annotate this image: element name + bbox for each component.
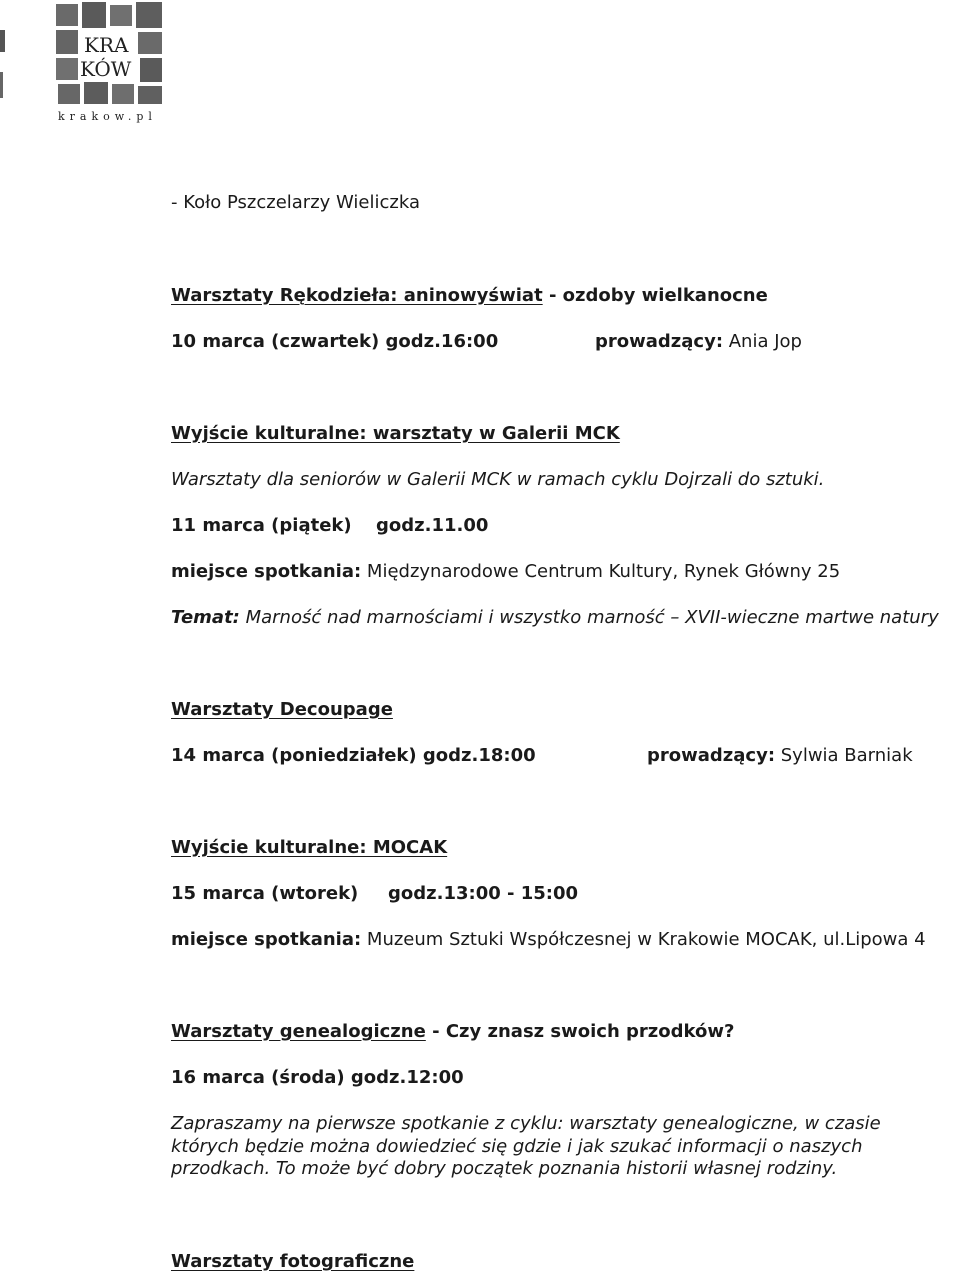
topic-value: Marność nad marnościami i wszystko marność – XVII-wieczne martwe natury (239, 607, 939, 628)
event-3-title[interactable]: Warsztaty Decoupage (171, 699, 393, 720)
event-5-description: Zapraszamy na pierwsze spotkanie z cyklu: warsztaty genealogiczne, w czasie których będzie można dowiedzieć się gdzie i jak szukać informacji o naszych przodkach. To może być dobry początek poznania historii własnej rodziny. (171, 1113, 881, 1179)
event-1-date: 10 marca (czwartek) godz.16:00 (171, 331, 499, 352)
event-5-title[interactable]: Warsztaty genealogiczne (171, 1021, 426, 1042)
topic-label: Temat: (171, 607, 240, 628)
event-4-time: godz.13:00 - 15:00 (388, 883, 579, 904)
event-5-heading (171, 1021, 734, 1043)
place-value: Międzynarodowe Centrum Kultury, Rynek Główny 25 (361, 561, 841, 582)
event-6-title[interactable]: Warsztaty fotograficzne (171, 1251, 415, 1272)
place-label: miejsce spotkania: (171, 561, 362, 582)
svg-text:KRA: KRA (84, 33, 129, 57)
event-4-place (171, 929, 926, 951)
event-1-title[interactable]: Warsztaty Rękodzieła: aninowyświat (171, 285, 543, 306)
event-4-title[interactable]: Wyjście kulturalne: MOCAK (171, 837, 448, 858)
event-2-day: 11 marca (piątek) (171, 515, 352, 536)
svg-text:krakow.pl: krakow.pl (58, 110, 157, 123)
event-2-description: Warsztaty dla seniorów w Galerii MCK w ramach cyklu Dojrzali do sztuki. (171, 469, 825, 490)
event-5-subtitle: - Czy znasz swoich przodków? (425, 1021, 735, 1042)
host-label: prowadzący: (647, 745, 776, 766)
place-label: miejsce spotkania: (171, 929, 362, 950)
event-3-date: 14 marca (poniedziałek) godz.18:00 (171, 745, 536, 766)
intro-text: - Koło Pszczelarzy Wieliczka (171, 192, 420, 213)
host-label: prowadzący: (595, 331, 724, 352)
svg-text:KÓW: KÓW (80, 57, 132, 81)
event-1-heading (171, 285, 768, 307)
event-4-day: 15 marca (wtorek) (171, 883, 359, 904)
event-1-subtitle: - ozdoby wielkanocne (542, 285, 768, 306)
event-5-date: 16 marca (środa) godz.12:00 (171, 1067, 464, 1088)
event-2-place (171, 561, 840, 583)
host-name: Ania Jop (723, 331, 802, 352)
event-2-title[interactable]: Wyjście kulturalne: warsztaty w Galerii MCK (171, 423, 620, 444)
event-3-host (647, 745, 913, 767)
krakow-logo (0, 0, 170, 130)
host-name: Sylwia Barniak (775, 745, 913, 766)
event-2-topic (171, 607, 939, 629)
place-value: Muzeum Sztuki Współczesnej w Krakowie MOCAK, ul.Lipowa 4 (361, 929, 926, 950)
event-2-time: godz.11.00 (376, 515, 489, 536)
event-1-host (595, 331, 802, 353)
